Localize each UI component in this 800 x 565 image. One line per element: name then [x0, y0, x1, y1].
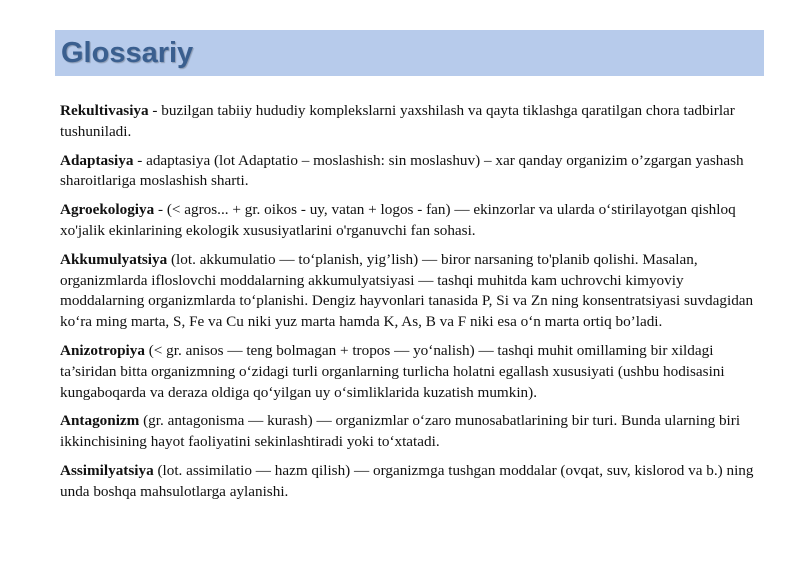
glossary-term: Adaptasiya — [60, 151, 134, 169]
page-title: Glossariy — [61, 37, 194, 69]
glossary-term: Anizotropiya — [60, 341, 145, 359]
glossary-entry-assimilyatsiya — [60, 461, 765, 503]
glossary-term: Assimilyatsiya — [60, 461, 154, 479]
glossary-definition: - adaptasiya (lot Adaptatio – moslashish: sin moslashuv) – xar qanday organizim o’zgargan yashash sharoitlariga moslashish sharti. — [60, 151, 744, 190]
glossary-definition: (lot. assimilatio — hazm qilish) — organizmga tushgan moddalar (ovqat, suv, kislorod va b.) ning unda boshqa mahsulotlarga aylanishi. — [60, 461, 754, 500]
glossary-entry-akkumulyatsiya — [60, 250, 765, 333]
glossary-definition: - buzilgan tabiiy hududiy komplekslarni yaxshilash va qayta tiklashga qaratilgan chora tadbirlar tushuniladi. — [60, 102, 735, 140]
glossary-definition: (lot. akkumulatio — to‘planish, yig’lish) — biror narsaning to'planib qolishi. Masalan, organizmlarda ifloslovchi moddalarning akkumulyatsiyasi — tashqi muhitda kam uchrovchi kimyoviy moddalarning organizmlarda to‘planishi. Dengiz hayvonlari tanasida P, Si va Zn ning konsentratsiyasi suvdagidan ko‘ra ming marta, S, Fe va Cu niki yuz marta hamda K, As, B va F niki esa o‘n marta ortiq bo’ladi. — [60, 250, 754, 331]
glossary-entry-adaptasiya — [60, 151, 765, 193]
glossary-entry-anizotropiya — [60, 341, 765, 403]
glossary-definition: (gr. antagonisma — kurash) — organizmlar o‘zaro munosabatlarining bir turi. Bunda ularning biri ikkinchisining hayot faoliyatini sekinlashtiradi yoki to‘xtatadi. — [60, 412, 741, 451]
glossary-entry-antagonizm — [60, 411, 765, 453]
title-bar — [55, 30, 764, 76]
glossary-term: Antagonizm — [60, 412, 140, 430]
glossary-definition: - (< agros... + gr. oikos - uy, vatan + logos - fan) — ekinzorlar va ularda o‘stirilayotgan qishloq xo'jalik ekinlarining ekologik xususiyatlarini o'rganuvchi fan sohasi. — [60, 201, 736, 239]
glossary-definition: (< gr. anisos — teng bolmagan + tropos — yo‘nalish) — tashqi muhit omillaming bir xildagi ta’siridan bitta organizmning o‘zidagi turli organlarning turlicha holatni egallash xususiyati (ushbu hodisasini kungaboqarda va deraza oldiga qo‘yilgan uy o‘simliklarida kuzatish mumkin). — [60, 341, 725, 401]
glossary-term: Agroekologiya — [60, 201, 155, 219]
glossary-list — [60, 101, 765, 511]
glossary-entry-agroekologiya — [60, 200, 765, 242]
glossary-term: Akkumulyatsiya — [60, 250, 168, 268]
glossary-term: Rekultivasiya — [60, 102, 149, 119]
glossary-entry-rekultivasiya — [60, 101, 765, 143]
